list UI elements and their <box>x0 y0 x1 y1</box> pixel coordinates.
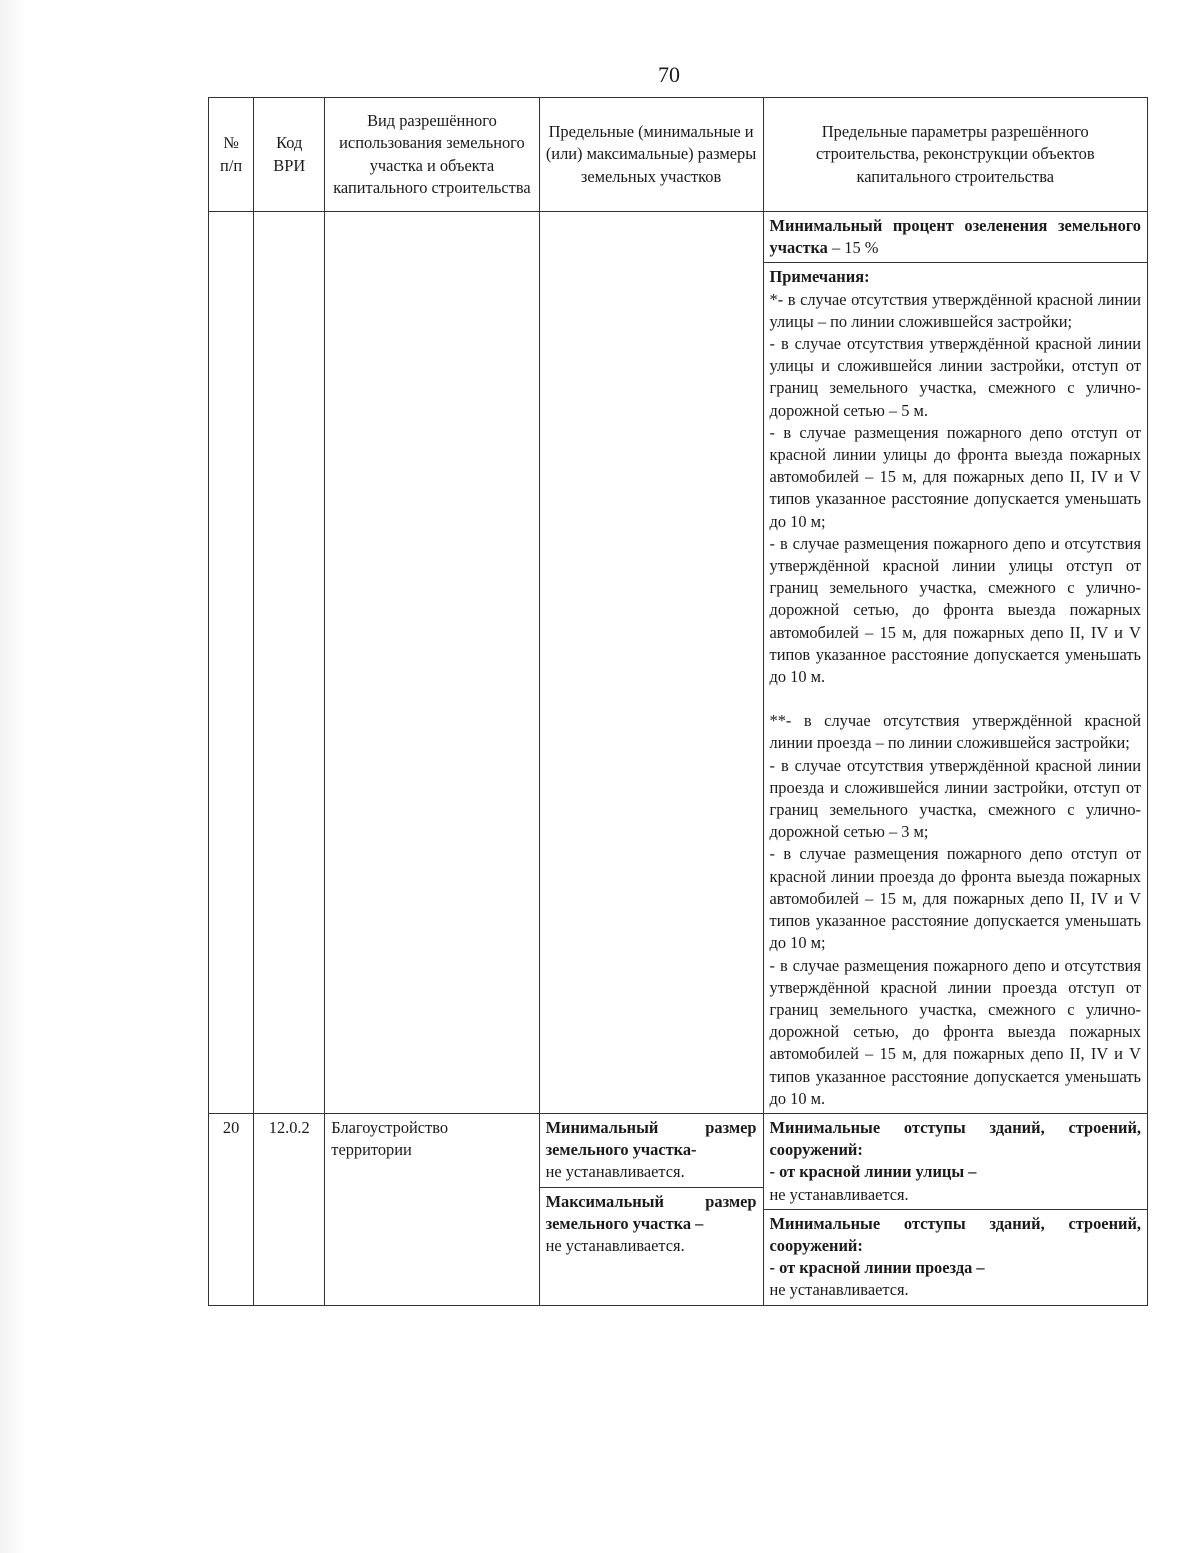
note-item: - в случае размещения пожарного депо отступ от красной линии улицы до фронта выезда пожарных автомобилей – 15 м, для пожарных депо II, IV и V типов указанное расстояние допускается уменьшать до 10 м; <box>769 422 1141 531</box>
table-row-20 <box>209 1113 1148 1305</box>
max-size-label: Максимальный размер земельного участка – <box>545 1191 757 1233</box>
cell-green-percent <box>763 212 1147 263</box>
header-size: Предельные (минимальные и (или) максимальные) размеры земельных участков <box>539 98 763 212</box>
note-spacer <box>770 688 1141 710</box>
regulations-table <box>208 97 1148 1306</box>
drive-offsets-value: не устанавливается. <box>769 1280 909 1300</box>
min-size-block <box>540 1114 763 1187</box>
header-params: Предельные параметры разрешённого строительства, реконструкции объектов капитального строительства <box>763 98 1147 212</box>
cell-size-empty <box>539 212 763 1114</box>
cell-code-empty <box>254 212 325 1114</box>
header-no: № п/п <box>209 98 254 212</box>
street-offsets-value: не устанавливается. <box>769 1184 909 1204</box>
drive-offsets-label: Минимальные отступы зданий, строений, сооружений: <box>769 1213 1141 1255</box>
drive-offsets-block <box>764 1209 1147 1305</box>
note-item: **- в случае отсутствия утверждённой красной линии проезда – по линии сложившейся застройки; <box>769 711 1141 753</box>
table-row-continuation <box>209 212 1148 263</box>
note-item: - в случае размещения пожарного депо отступ от красной линии проезда до фронта выезда пожарных автомобилей – 15 м, для пожарных депо II, IV и V типов указанное расстояние допускается уменьшать до 10 м; <box>769 844 1141 953</box>
note-item: - в случае размещения пожарного депо и отсутствия утверждённой красной линии проезда отступ от границ земельного участка, смежного с улично-дорожной сетью, до фронта выезда пожарных автомобилей – 15 м, для пожарных депо II, IV и V типов указанное расстояние допускается уменьшать до 10 м. <box>769 955 1141 1108</box>
cell-use-name: Благоустройство территории <box>325 1113 539 1305</box>
street-offsets-label: Минимальные отступы зданий, строений, сооружений: <box>769 1117 1141 1160</box>
cell-row-number: 20 <box>209 1113 254 1305</box>
header-use: Вид разрешённого использования земельного участка и объекта капитального строительства <box>325 98 539 212</box>
cell-offsets <box>763 1113 1147 1305</box>
header-code: Код ВРИ <box>254 98 325 212</box>
document-sheet <box>208 97 1148 1306</box>
min-size-value: не устанавливается. <box>545 1162 685 1182</box>
street-offsets-sub: - от красной линии улицы – <box>769 1162 977 1182</box>
note-item: - в случае размещения пожарного депо и отсутствия утверждённой красной линии улицы отступ от границ земельного участка, смежного с улично-дорожной сетью, до фронта выезда пожарных автомобилей – 15 м, для пожарных депо II, IV и V типов указанное расстояние допускается уменьшать до 10 м. <box>769 533 1141 687</box>
green-label: Минимальный процент озеленения земельного участка <box>769 216 1141 258</box>
min-size-label: Минимальный размер земельного участка- <box>545 1117 757 1160</box>
street-offsets-block <box>764 1114 1147 1209</box>
green-value: – 15 % <box>827 238 879 258</box>
drive-offsets-sub: - от красной линии проезда – <box>769 1258 985 1278</box>
page-number: 70 <box>658 62 680 87</box>
cell-notes <box>763 263 1147 1114</box>
note-item: *- в случае отсутствия утверждённой красной линии улицы – по линии сложившейся застройки; <box>769 289 1141 331</box>
max-size-block <box>540 1187 763 1261</box>
scan-edge <box>0 0 26 1553</box>
cell-vri-code: 12.0.2 <box>254 1113 325 1305</box>
notes-title: Примечания: <box>769 267 870 287</box>
table-header-row <box>209 98 1148 212</box>
note-item: - в случае отсутствия утверждённой красной линии проезда и сложившейся линии застройки, отступ от границ земельного участка, смежного с улично-дорожной сетью – 3 м; <box>769 755 1141 842</box>
cell-use-empty <box>325 212 539 1114</box>
note-item: - в случае отсутствия утверждённой красной линии улицы и сложившейся линии застройки, отступ от границ земельного участка, смежного с улично-дорожной сетью – 5 м. <box>769 334 1141 420</box>
cell-plot-sizes <box>539 1113 763 1305</box>
max-size-value: не устанавливается. <box>545 1235 685 1255</box>
cell-no-empty <box>209 212 254 1114</box>
